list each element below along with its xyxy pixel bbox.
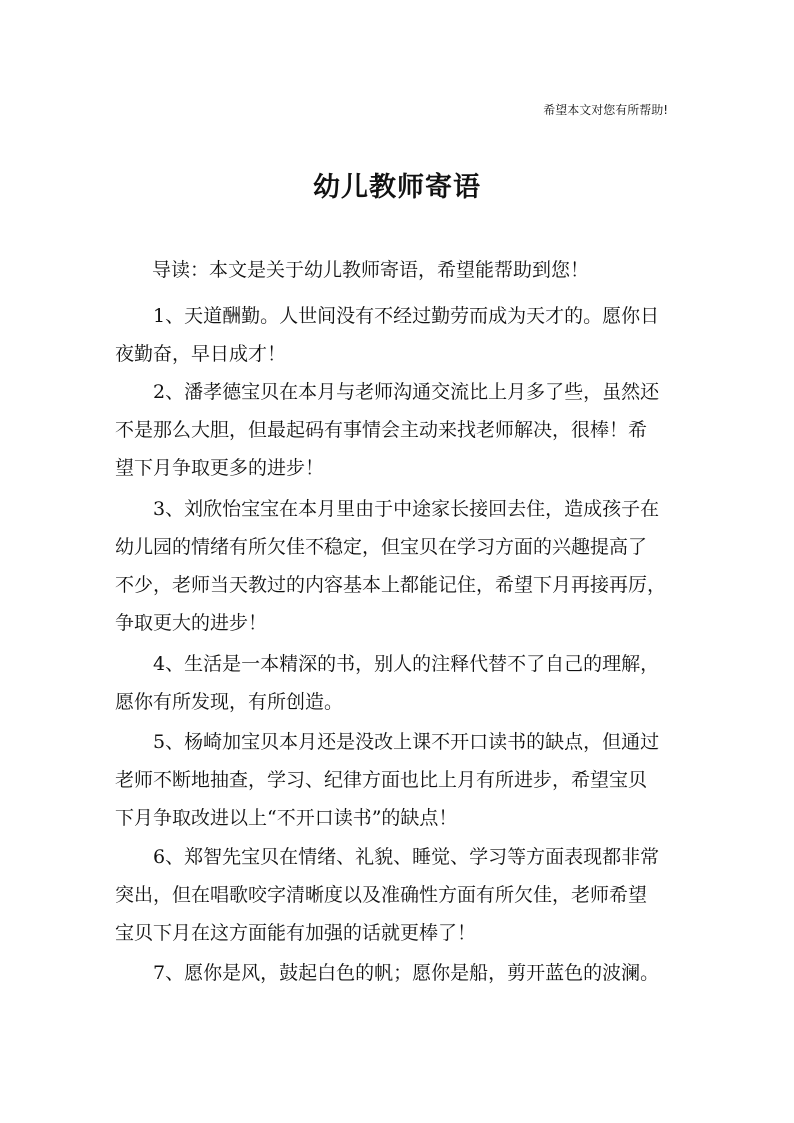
paragraph-line: 幼儿园的情绪有所欠佳不稳定，但宝贝在学习方面的兴趣提高了 (115, 536, 648, 558)
paragraph-line: 下月争取改进以上“不开口读书”的缺点！ (115, 807, 458, 829)
paragraph-1 (115, 297, 695, 373)
paragraph-line: 6、郑智先宝贝在情绪、礼貌、睡觉、学习等方面表现都非常 (153, 846, 660, 868)
paragraph-6 (115, 838, 695, 952)
paragraph-5 (115, 723, 695, 837)
paragraph-line: 1、天道酬勤。人世间没有不经过勤劳而成为天才的。愿你日 (153, 305, 660, 327)
paragraph-line: 7、愿你是风，鼓起白色的帆；愿你是船，剪开蓝色的波澜。 (153, 962, 660, 984)
paragraph-line: 3、刘欣怡宝宝在本月里由于中途家长接回去住，造成孩子在 (153, 498, 660, 520)
header-note: 希望本文对您有所帮助! (543, 103, 668, 117)
paragraph-line: 不是那么大胆，但最起码有事情会主动来找老师解决，很棒！希 (115, 419, 648, 441)
paragraph-line: 老师不断地抽查，学习、纪律方面也比上月有所进步，希望宝贝 (115, 769, 648, 791)
paragraph-line: 望下月争取更多的进步！ (115, 457, 325, 479)
paragraph-line: 4、生活是一本精深的书，别人的注释代替不了自己的理解， (153, 653, 660, 675)
paragraph-line: 不少，老师当天教过的内容基本上都能记住，希望下月再接再厉， (115, 574, 667, 596)
paragraph-3 (115, 490, 695, 642)
paragraph-line: 夜勤奋，早日成才！ (115, 343, 287, 365)
intro-text: 导读：本文是关于幼儿教师寄语，希望能帮助到您！ (152, 259, 590, 281)
paragraph-line: 宝贝下月在这方面能有加强的话就更棒了！ (115, 922, 477, 944)
paragraph-4 (115, 645, 695, 721)
paragraph-line: 2、潘孝德宝贝在本月与老师沟通交流比上月多了些，虽然还 (153, 381, 660, 403)
paragraph-line: 愿你有所发现，有所创造。 (115, 691, 344, 713)
paragraph-line: 5、杨崎加宝贝本月还是没改上课不开口读书的缺点，但通过 (153, 731, 660, 753)
paragraph-line: 突出，但在唱歌咬字清晰度以及准确性方面有所欠佳，老师希望 (115, 884, 648, 906)
document-title: 幼儿教师寄语 (313, 172, 481, 203)
paragraph-2 (115, 373, 695, 487)
paragraph-7 (115, 954, 695, 992)
paragraph-line: 争取更大的进步！ (115, 612, 268, 634)
